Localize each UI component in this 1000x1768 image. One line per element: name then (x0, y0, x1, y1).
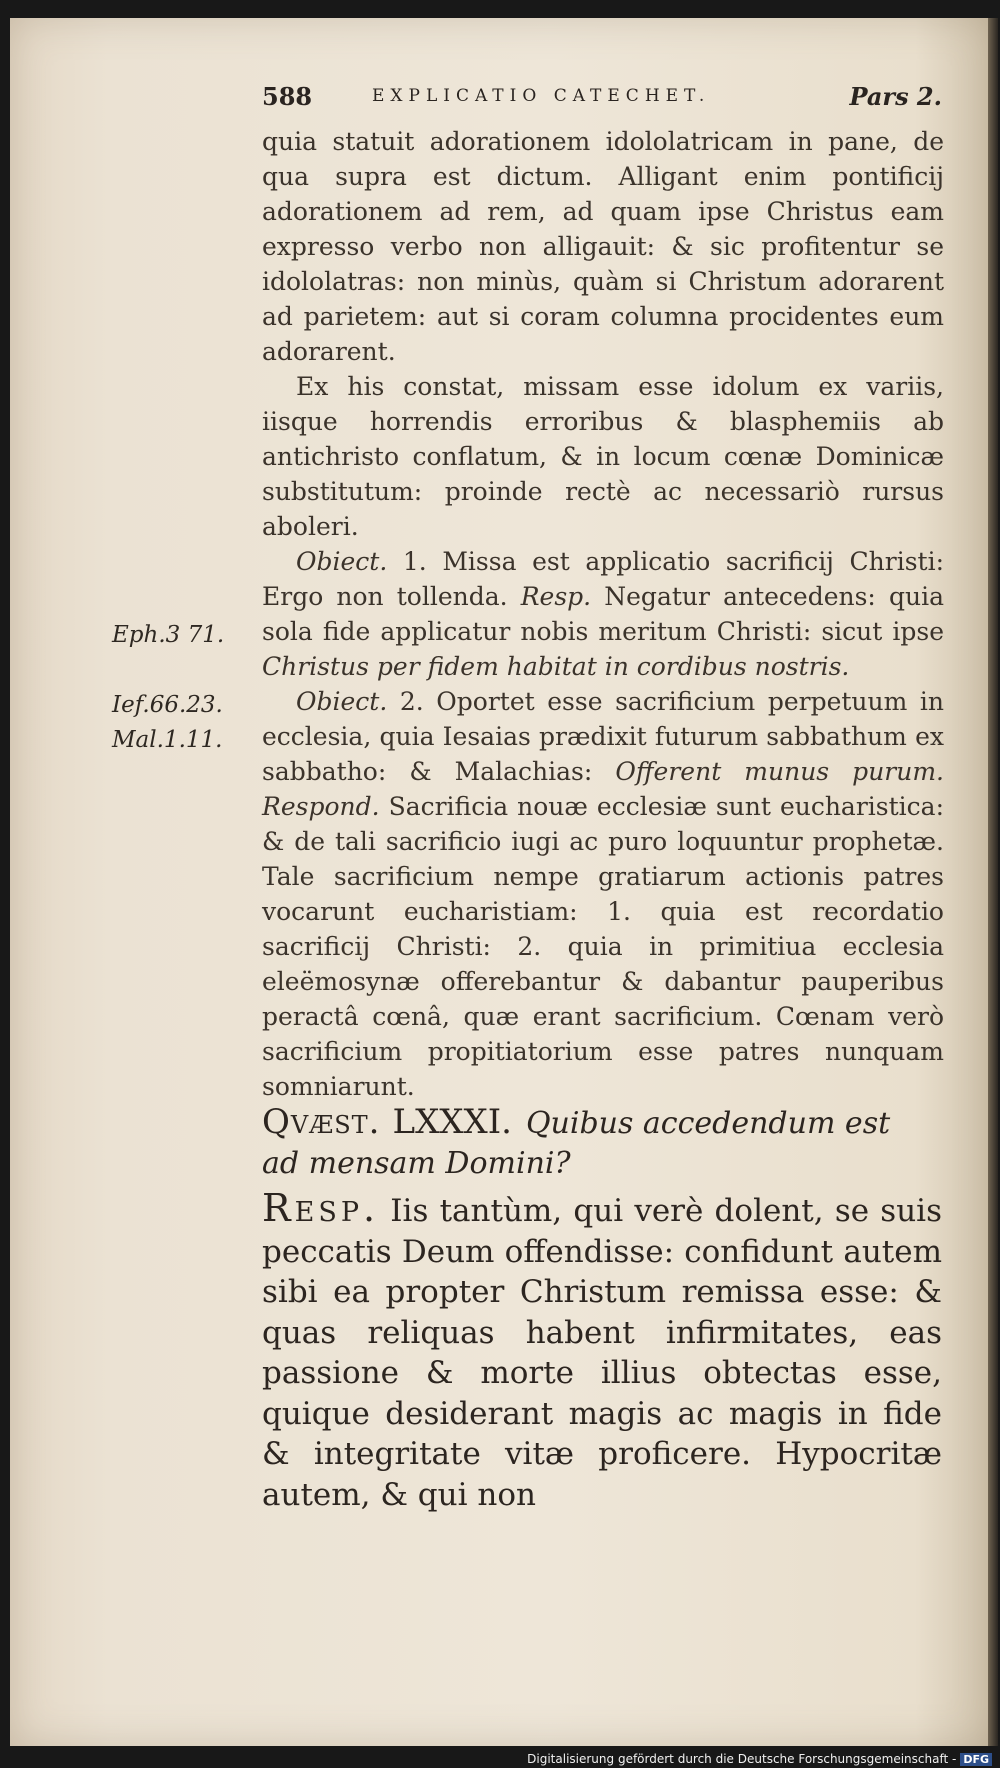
objection-label: Obiect. (296, 547, 388, 576)
scripture-quote: Christus per fidem habitat in cordibus nostris. (262, 652, 850, 681)
question-text-continued: ad mensam Domini? (262, 1146, 571, 1181)
answer-text: Iis tantùm, qui verè dolent, se suis peccatis Deum offendisse: confidunt autem sibi ea propter Christum remissa esse: & quas reliquas habent infirmitates, eas passione & morte illius obtectas esse, quique desiderant magis ac magis in fide & integritate vitæ proficere. Hypocritæ autem, & qui non (262, 1193, 942, 1513)
footer-text: Digitalisierung gefördert durch die Deutsche Forschungsgemeinschaft - (527, 1752, 957, 1766)
response-label: Respond. (262, 792, 380, 821)
page-edge (988, 18, 998, 1746)
objection-text: 2. Oportet esse sacrificium perpetuum in ecclesia, quia Iesaias prædixit futurum sabbathum ex sabbatho: & Malachias: (262, 687, 944, 786)
question-label: Qvæst. (262, 1102, 381, 1142)
objection-label: Obiect. (296, 687, 388, 716)
paragraph: Ex his constat, missam esse idolum ex variis, iisque horrendis erroribus & blasphemiis ab antichristo conflatum, & in locum cœnæ Dominicæ substitutum: proinde rectè ac necessariò rursus aboleri. (262, 372, 944, 541)
running-title: EXPLICATIO CATECHET. (372, 86, 711, 106)
part-label: Pars 2. (849, 82, 942, 111)
margin-note: Eph.3 71. (112, 622, 225, 648)
main-text (262, 124, 944, 1104)
objection-text: 1. Missa est applicatio sacrificij Christi: Ergo non tollenda. (262, 547, 944, 611)
answer-block (262, 1188, 942, 1515)
objection-paragraph (262, 544, 944, 684)
scripture-quote: Offerent munus purum. (615, 757, 944, 786)
answer-label: Resp. (262, 1186, 380, 1230)
dfg-logo: DFG (960, 1753, 992, 1766)
margin-note: Mal.1.11. (112, 727, 223, 753)
page-number: 588 (262, 82, 313, 111)
response-label: Resp. (520, 582, 592, 611)
question-number: LXXXI. (392, 1102, 512, 1142)
question-heading (262, 1102, 942, 1181)
paragraph: quia statuit adorationem idololatricam in pane, de qua supra est dictum. Alligant enim pontificij adorationem ad rem, ad quam ipse Christus eam expresso verbo non alligauit: & sic profitentur se idololatras: non minùs, quàm si Christum adorarent ad parietem: aut si coram columna procidentes eum adorarent. (262, 127, 944, 366)
digitization-footer (527, 1752, 992, 1766)
margin-note: Ief.66.23. (112, 692, 223, 718)
objection-paragraph (262, 684, 944, 1104)
question-text: Quibus accedendum est (525, 1106, 891, 1141)
response-text: Sacrificia nouæ ecclesiæ sunt eucharistica: & de tali sacrificio iugi ac puro loquuntur prophetæ. Tale sacrificium nempe gratiarum actionis patres vocarunt eucharistiam: 1. quia est recordatio sacrificij Christi: 2. quia in primitiua ecclesia eleëmosynæ offerebantur & dabantur pauperibus peractâ cœnâ, quæ erant sacrificium. Cœnam verò sacrificium propitiatorium esse patres nunquam somniarunt. (262, 792, 944, 1101)
response-text: Negatur antecedens: quia sola fide applicatur nobis meritum Christi: sicut ipse (262, 582, 944, 646)
